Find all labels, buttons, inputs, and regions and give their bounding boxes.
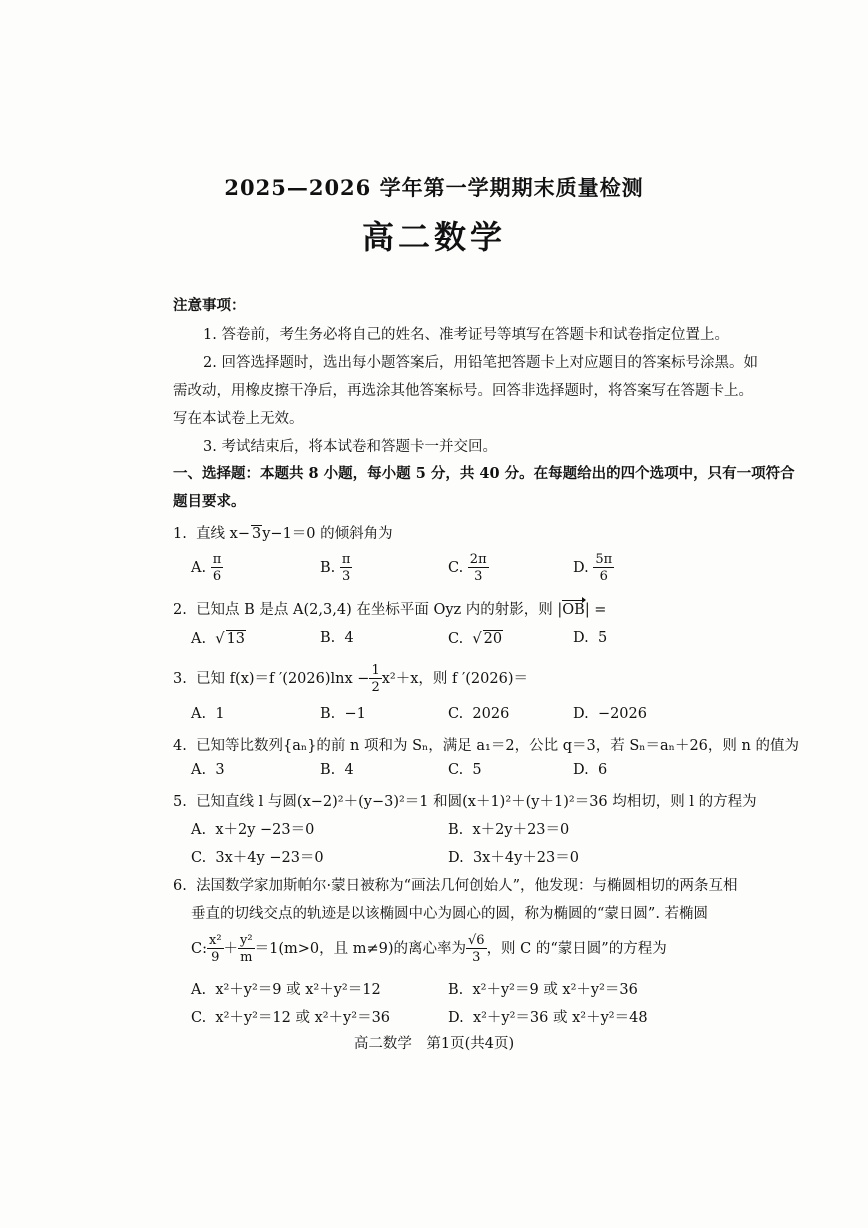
option-value: x＋2y＋23＝0 [472,822,570,838]
option-label: D. [573,560,589,576]
option-label: A. [191,631,207,647]
option-label: B. [320,706,336,722]
q2-option-d [573,630,607,646]
question-text: 已知等比数列{aₙ}的前 n 项和为 Sₙ，满足 a₁＝2，公比 q＝3，若 Sₙ＝aₙ＋26，则 n 的值为 [196,738,799,754]
question-6-line2: 垂直的切线交点的轨迹是以该椭圆中心为圆心的圆，称为椭圆的“蒙日圆”. 若椭圆 [191,906,709,922]
question-number: 1. [173,526,187,542]
option-value: 2026 [472,706,510,722]
option-value: −1 [344,706,366,722]
question-5 [173,790,757,811]
q2-option-a: A. √ 13 [191,631,246,647]
option-label: A. [191,982,207,998]
option-label: B. [320,630,336,646]
question-number: 6. [173,878,187,894]
frac-num: 5π [595,552,613,567]
frac-den: m [240,950,253,965]
option-value: 4 [344,762,354,778]
q6-option-c [191,1006,390,1027]
sqrt-value: 13 [226,631,246,647]
sqrt-value: 20 [483,631,503,647]
question-text: | = [584,602,607,618]
question-2 [173,598,606,619]
frac-num: 2π [469,552,487,567]
frac-num: y² [240,933,253,948]
section-heading-cont: 题目要求。 [173,493,246,510]
q4-option-c [448,762,482,778]
question-4 [173,734,799,755]
question-text: 已知点 B 是点 A(2,3,4) 在坐标平面 Oyz 内的射影，则 | [196,602,563,618]
option-label: C. [448,560,464,576]
exam-title: 2025—2026 学年第一学期期末质量检测 [224,175,644,200]
q3-option-d [573,706,647,722]
option-label: C. [448,631,464,647]
q3-option-c [448,706,509,722]
option-label: B. [448,822,464,838]
frac-den: 2 [371,680,380,695]
option-value: 1 [215,706,225,722]
q4-option-b [320,762,354,778]
option-label: D. [448,850,464,866]
notice-item-2: 2. 回答选择题时，选出每小题答案后，用铅笔把答题卡上对应题目的答案标号涂黑。如 [203,355,758,371]
frac-num: x² [208,933,222,948]
q1-option-a [191,553,223,583]
question-text: 直线 x− [196,526,250,542]
option-label: C. [448,762,464,778]
question-number: 3. [173,671,187,687]
q2-option-b [320,630,354,646]
q6-option-d [448,1006,648,1027]
page-footer: 高二数学 第1页(共4页) [353,1036,515,1052]
frac-den: 6 [599,569,608,584]
notice-item-3: 3. 考试结束后，将本试卷和答题卡一并交回。 [203,439,497,455]
option-label: D. [573,630,589,646]
question-1 [173,522,393,543]
option-label: A. [191,706,207,722]
option-label: C. [191,1010,207,1026]
option-value: x²＋y²＝36 或 x²＋y²＝48 [472,1010,648,1026]
question-text: 法国数学家加斯帕尔·蒙日被称为“画法几何创始人”，他发现：与椭圆相切的两条互相 [196,878,738,894]
frac-num: √6 [468,933,485,948]
option-value: x²＋y²＝12 或 x²＋y²＝36 [215,1010,391,1026]
notice-item-2-cont: 需改动，用橡皮擦干净后，再选涂其他答案标号。回答非选择题时，将答案写在答题卡上。 [173,383,753,399]
option-value: −2026 [597,706,647,722]
option-value: 3x＋4y＋23＝0 [472,850,579,866]
option-label: B. [320,762,336,778]
notice-heading: 注意事项： [173,297,246,314]
question-text: x²＋x，则 f ′(2026)＝ [381,671,528,687]
option-label: A. [191,762,207,778]
ellipse-label: C: [191,941,207,957]
question-text: y−1＝0 的倾斜角为 [262,526,393,542]
option-label: A. [191,822,207,838]
option-value: x＋2y −23＝0 [215,822,315,838]
q3-option-b [320,706,366,722]
vector-ob: OB [562,602,585,618]
option-label: B. [320,560,336,576]
option-label: C. [448,706,464,722]
option-label: B. [448,982,464,998]
q5-option-b [448,818,569,839]
question-3 [173,664,528,694]
q1-option-c [448,553,489,583]
notice-item-1: 1. 答卷前，考生务必将自己的姓名、准考证号等填写在答题卡和试卷指定位置上。 [203,327,729,343]
q1-option-b [320,553,352,583]
plus-sign: ＋ [223,941,239,957]
option-value: 3x＋4y −23＝0 [215,850,324,866]
q6-option-a [191,978,381,999]
question-text: 已知 f(x)＝f ′(2026)lnx − [196,671,370,687]
q2-option-c: C. √ 20 [448,631,503,647]
q3-option-a [191,706,225,722]
q5-option-c [191,846,324,867]
frac-num: π [341,552,351,567]
option-value: 3 [215,762,225,778]
question-text: ＝1(m>0，且 m≠9)的离心率为 [254,941,466,957]
option-value: 4 [344,630,354,646]
frac-den: 3 [472,950,481,965]
notice-item-2-end: 写在本试卷上无效。 [173,411,304,427]
frac-num: 1 [371,663,380,678]
question-number: 2. [173,602,187,618]
frac-den: 9 [211,950,220,965]
question-text: ，则 C 的“蒙日圆”的方程为 [486,941,667,957]
question-6 [173,874,738,895]
frac-num: π [212,552,222,567]
section-heading: 一、选择题：本题共 8 小题，每小题 5 分，共 40 分。在每题给出的四个选项中，只有一项符合 [173,465,795,482]
q6-option-b [448,978,638,999]
q4-option-d [573,762,607,778]
frac-den: 6 [212,569,222,584]
option-label: C. [191,850,207,866]
option-label: D. [448,1010,464,1026]
option-value: 6 [597,762,608,778]
subject-title: 高二数学 [361,218,506,256]
frac-den: 3 [474,569,483,584]
question-number: 4. [173,738,187,754]
q1-option-d [573,553,614,583]
question-number: 5. [173,794,187,810]
question-6-line3 [191,934,667,964]
sqrt-value: 3 [252,526,262,542]
q4-option-a [191,762,225,778]
option-value: x²＋y²＝9 或 x²＋y²＝36 [472,982,638,998]
option-value: 5 [597,630,608,646]
option-value: 5 [472,762,482,778]
q5-option-d [448,846,579,867]
question-text: 已知直线 l 与圆(x−2)²＋(y−3)²＝1 和圆(x＋1)²＋(y＋1)²＝36 均相切，则 l 的方程为 [196,794,757,810]
option-label: D. [573,762,589,778]
option-label: D. [573,706,589,722]
option-value: x²＋y²＝9 或 x²＋y²＝12 [215,982,381,998]
option-label: A. [191,560,207,576]
frac-den: 3 [342,569,351,584]
q5-option-a [191,818,314,839]
